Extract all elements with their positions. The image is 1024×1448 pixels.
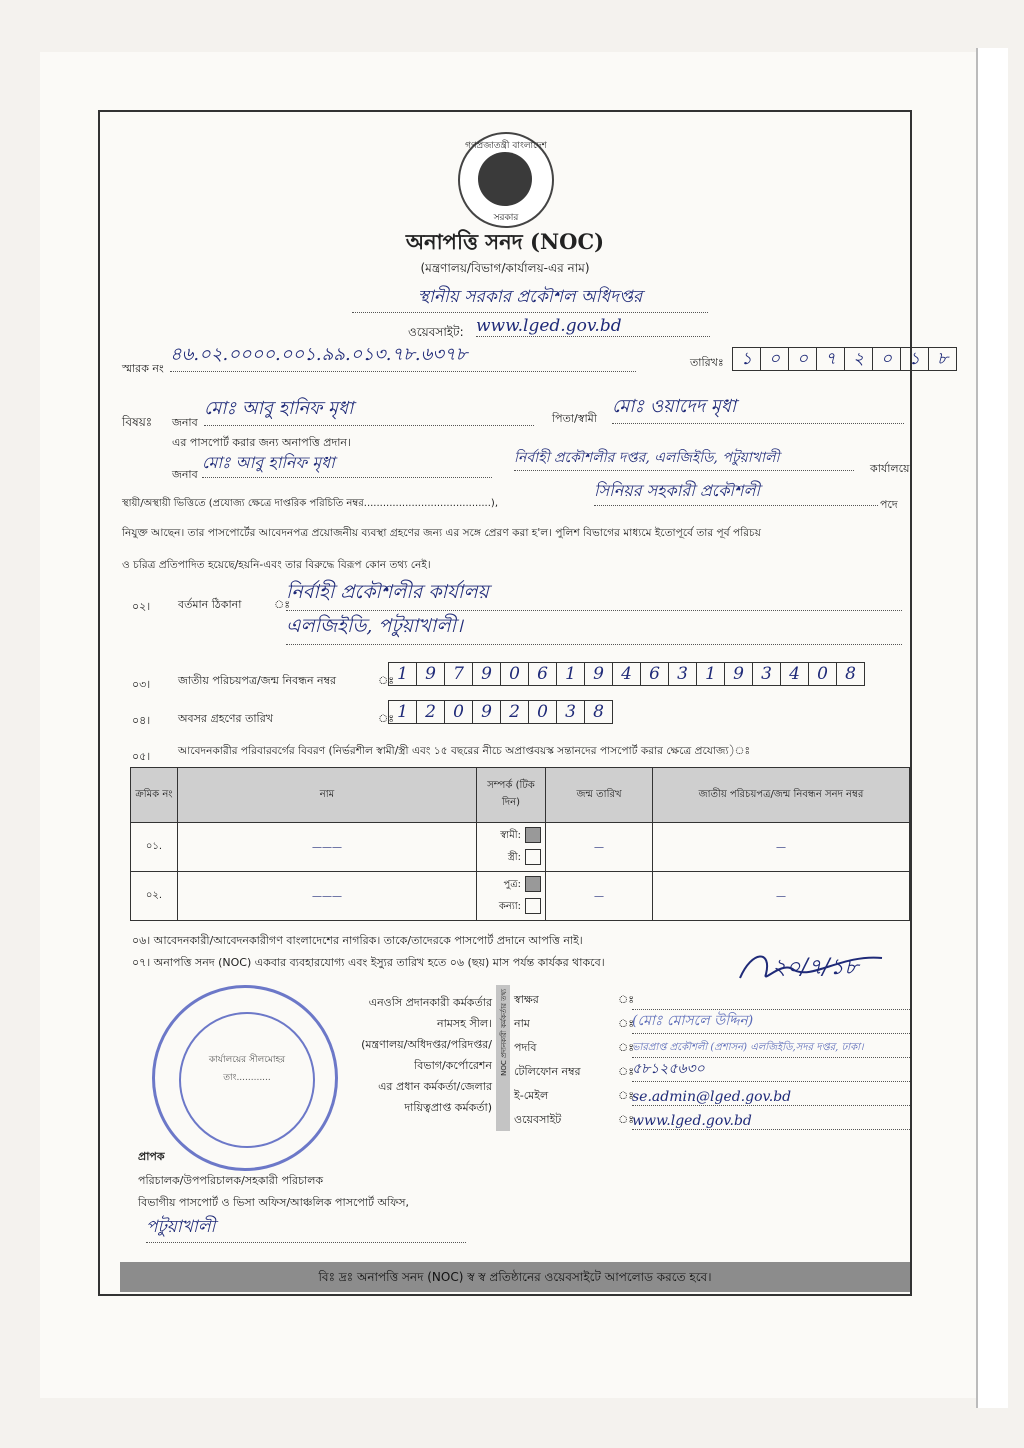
issuer-field-label: ই-মেইল [514,1089,549,1102]
item-04-label: অবসর গ্রহণের তারিখ [178,712,273,725]
nid-digit-box: 6 [529,663,557,685]
colon: ঃ [274,598,291,611]
colon: ঃ [378,674,395,687]
nid-digit-box: 9 [725,663,753,685]
page-title: অনাপত্তি সনদ (NOC) [405,229,605,254]
retire-digit-box: 9 [473,701,501,723]
footer-note: বিঃ দ্রঃ অনাপত্তি সনদ (NOC) স্ব স্ব প্রতিষ্ঠানের ওয়েবসাইটে আপলোড করতে হবে। [120,1262,910,1292]
issuer-field-row [514,986,910,1010]
nid-cell: — [653,823,910,872]
stamp-inner-label: কার্যালয়ের সীলমোহর [208,1055,286,1065]
family-table [130,767,910,921]
issuer-field-value: (মোঃ মোসলে উদ্দিন) [632,1009,910,1034]
date-digit-box: ১ [733,348,761,370]
retire-digit-box: 0 [445,701,473,723]
col-serial: ক্রমিক নং [131,768,178,823]
office-value: নির্বাহী প্রকৌশলীর দপ্তর, এলজিইডি, পটুয়াখালী [514,446,854,471]
relation-cell [477,872,546,921]
nid-digit-box: 8 [845,664,856,684]
item-03-label: জাতীয় পরিচয়পত্র/জন্ম নিবন্ধন নম্বর [178,674,337,687]
applicant-name: মোঃ আবু হানিফ মৃধা [204,394,534,426]
issuer-description-line: নামসহ সীল। [437,1017,492,1030]
memo-number: ৪৬.০২.০০০০.০০১.৯৯.০১৩.৭৮.৬৩৭৮ [170,340,636,372]
colon: ঃ [618,1089,635,1102]
retire-date-boxes [388,700,613,724]
col-nid: জাতীয় পরিচয়পত্র/জন্ম নিবন্ধন সনদ নম্বর [653,768,910,823]
retire-digit-box: 2 [417,701,445,723]
signature-icon [732,940,892,990]
issuer-field-value: www.lged.gov.bd [632,1113,910,1130]
date-label: তারিখঃ [690,356,724,369]
issuer-field-value: ভারপ্রাপ্ত প্রকৌশলী (প্রশাসন) এলজিইডি,সদর দপ্তর, ঢাকা। [632,1040,910,1058]
signature-date: ২০/৭/১৮ [772,955,859,980]
item-05-label: আবেদনকারীর পরিবারবর্গের বিবরণ (নির্ভরশীল স্বামী/স্ত্রী এবং ১৫ বছরের নীচে অপ্রাপ্তবয়স্ক সন্তানদের পাসপোর্ট করার ক্ষেত্রে প্রযোজ্য)ঃ [178,745,751,757]
relation-checkbox[interactable] [525,876,541,892]
issuer-description-line: দায়িত্বপ্রাপ্ত কর্মকর্তা) [404,1101,492,1114]
colon: ঃ [618,1041,635,1054]
date-digit-box: ০ [761,348,789,370]
issuer-fields [514,986,910,1130]
note-06: ০৬। আবেদনকারী/আবেদনকারীগণ বাংলাদেশের নাগরিক। তাকে/তাদেরকে পাসপোর্ট প্রদানে আপত্তি নাই। [132,934,583,947]
relation-cell [477,823,546,872]
office-stamp-icon [152,985,338,1171]
table-row [131,823,910,872]
col-name: নাম [178,768,477,823]
nid-digit-box: 4 [613,663,641,685]
memo-label: স্মারক নং [122,362,164,375]
issuer-field-label: পদবি [514,1041,537,1054]
website-value: www.lged.gov.bd [476,316,710,337]
colon: ঃ [618,1113,635,1126]
nid-digit-box: 7 [445,663,473,685]
item-05-number: ০৫। [132,750,151,763]
issuer-field-label: নাম [514,1017,530,1030]
issuer-field-label: স্বাক্ষর [514,993,539,1006]
nid-digit-box: 1 [697,663,725,685]
date-digit-box: ০ [789,348,817,370]
issuer-field-row [514,1034,910,1058]
name-cell: ——— [178,823,477,872]
retire-digit-box: 1 [389,701,417,723]
date-digit-box: ১ [901,348,929,370]
relation-label: কন্যা: [498,901,521,912]
page-edge [976,48,1008,1408]
body-para-1: নিযুক্ত আছেন। তার পাসপোর্টের আবেদনপত্র প্রয়োজনীয় ব্যবস্থা গ্রহণের জন্য এর সঙ্গে প্রেরণ করা হ'ল। পুলিশ বিভাগের মাধ্যমে ইতোপূর্বে তার পূর্ব পরিচয় [122,527,762,539]
subject-label: বিষয়ঃ [122,415,153,429]
issuer-field-label: ওয়েবসাইট [514,1113,562,1126]
relation-label: স্বামী: [500,830,521,841]
row-serial: ০২. [131,872,178,921]
colon: ঃ [618,993,635,1006]
table-header-row [131,768,910,823]
website-label: ওয়েবসাইট: [408,325,464,339]
issuer-description [336,992,492,1118]
item-04-number: ০৪। [132,714,151,727]
address-line-1: নির্বাহী প্রকৌশলীর কার্যালয় [286,578,902,611]
nid-boxes [388,662,865,686]
nid-digit-box: 9 [585,663,613,685]
row-serial: ০১. [131,823,178,872]
date-digit-box: ৭ [817,348,845,370]
body-name: মোঃ আবু হানিফ মৃধা [202,450,492,478]
post-value: সিনিয়র সহকারী প্রকৌশলী [594,478,878,506]
retire-digit-box: 0 [529,701,557,723]
basis-text: স্থায়ী/অস্থায়ী ভিত্তিতে (প্রযোজ্য ক্ষেত্রে দাপ্তরিক পরিচিতি নম্বর........................................), [122,498,498,509]
issuer-field-row [514,1010,910,1034]
issuer-description-line: (মন্ত্রণালয়/অধিদপ্তর/পরিদপ্তর/ [361,1038,492,1051]
janab-label: জনাব [172,416,198,429]
dob-cell: — [546,872,653,921]
date-boxes [732,347,957,371]
relation-label: স্ত্রী: [507,852,521,863]
nid-digit-box: 0 [501,663,529,685]
purpose-line: এর পাসপোর্ট করার জন্য অনাপত্তি প্রদান। [172,436,351,449]
name-cell: ——— [178,872,477,921]
government-seal-icon: গণপ্রজাতন্ত্রী বাংলাদেশ সরকার [458,132,554,228]
issuer-field-value: se.admin@lged.gov.bd [632,1089,910,1106]
body-janab-label: জনাব [172,468,198,481]
relation-checkbox[interactable] [525,827,541,843]
item-02-label: বর্তমান ঠিকানা [178,598,242,611]
recipient-line-2: বিভাগীয় পাসপোর্ট ও ভিসা অফিস/আঞ্চলিক পাসপোর্ট অফিস, [138,1196,409,1209]
issuer-description-line: এনওসি প্রদানকারী কর্মকর্তার [368,996,492,1009]
subtitle: (মন্ত্রণালয়/বিভাগ/কার্যালয়-এর নাম) [420,261,590,275]
office-suffix: কার্যালয়ে [870,462,910,475]
date-digit-box: ০ [873,348,901,370]
issuer-field-row [514,1058,910,1082]
relation-label: পুত্র: [503,879,521,890]
retire-digit-box: 8 [593,702,604,722]
nid-digit-box: 1 [389,663,417,685]
col-dob: জন্ম তারিখ [546,768,653,823]
father-name: মোঃ ওয়াদেদ মৃধা [612,392,904,424]
col-relation: সম্পর্ক (টিক দিন) [477,768,546,823]
note-07: ০৭। অনাপত্তি সনদ (NOC) একবার ব্যবহারযোগ্য এবং ইস্যুর তারিখ হতে ০৬ (ছয়) মাস পর্যন্ত কার্যকর থাকবে। [132,956,605,969]
address-line-2: এলজিইডি, পটুয়াখালী। [286,612,902,645]
nid-digit-box: 6 [641,663,669,685]
noc-officer-bar [496,985,510,1131]
body-para-2: ও চরিত্র প্রতিপাদিত হয়েছে/হয়নি-এবং তার বিরুদ্ধে বিরূপ কোন তথ্য নেই। [122,559,431,571]
nid-digit-box: 3 [669,663,697,685]
issuer-field-label: টেলিফোন নম্বর [514,1065,581,1078]
relation-checkbox[interactable] [525,898,541,914]
issuer-field-value: ৫৮১২৫৬৩০ [632,1057,910,1082]
nid-digit-box: 4 [781,663,809,685]
retire-digit-box: 3 [557,701,585,723]
date-digit-box: ৮ [936,349,949,369]
recipient-label: প্রাপক [138,1150,165,1163]
nid-digit-box: 9 [473,663,501,685]
retire-digit-box: 2 [501,701,529,723]
noc-officer-bar-text: NOC প্রদানকারী কর্মকর্তার তথ্য [500,989,508,1076]
nid-digit-box: 3 [753,663,781,685]
nid-digit-box: 9 [417,663,445,685]
colon: ঃ [618,1065,635,1078]
item-03-number: ০৩। [132,678,151,691]
recipient-line-1: পরিচালক/উপপরিচালক/সহকারী পরিচালক [138,1174,324,1187]
colon: ঃ [378,712,395,725]
nid-digit-box: 1 [557,663,585,685]
issuer-description-line: এর প্রধান কর্মকর্তা/জেলার [378,1080,492,1093]
nid-cell: — [653,872,910,921]
dob-cell: — [546,823,653,872]
father-label: পিতা/স্বামী [552,412,597,425]
nid-digit-box: 0 [809,663,837,685]
relation-checkbox[interactable] [525,849,541,865]
table-row [131,872,910,921]
issuer-field-row [514,1106,910,1130]
issuer-field-row [514,1082,910,1106]
colon: ঃ [618,1017,635,1030]
recipient-city: পটুয়াখালী [146,1214,466,1243]
post-suffix: পদে [880,498,898,511]
issuer-description-line: বিভাগ/কর্পোরেশন [414,1059,492,1072]
office-name: স্থানীয় সরকার প্রকৌশল অধিদপ্তর [352,284,708,313]
stamp-date: তাং............ [223,1073,271,1083]
item-02-number: ০২। [132,600,151,613]
date-digit-box: ২ [845,348,873,370]
